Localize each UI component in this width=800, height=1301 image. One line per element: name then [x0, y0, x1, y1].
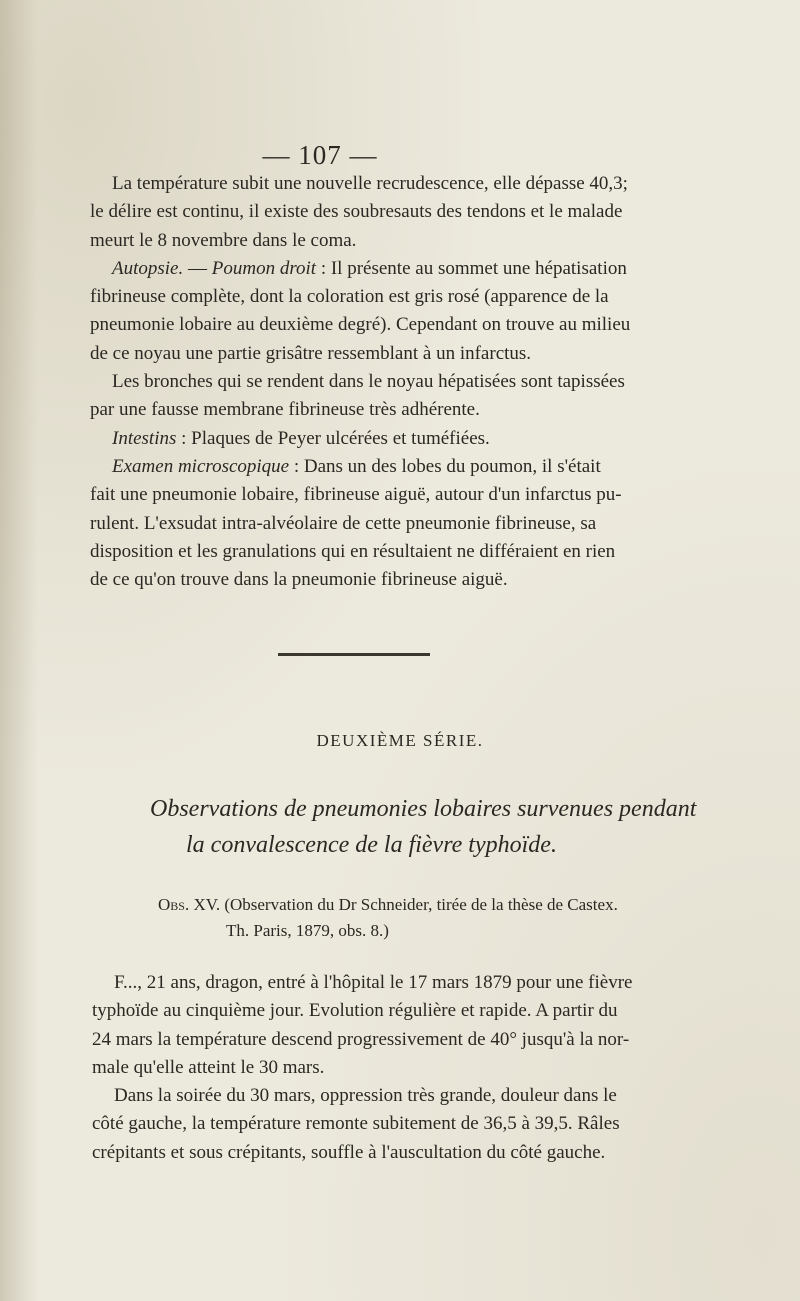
label-intestins: Intestins	[112, 427, 177, 449]
label-poumon-droit: Poumon droit	[211, 257, 317, 279]
text-line: pneumonie lobaire au deuxième degré). Cependant on trouve au milieu	[90, 314, 631, 336]
label-examen-microscopique: Examen microscopique	[112, 455, 290, 477]
text-line: 24 mars la température descend progressivement de 40° jusqu'à la nor-	[92, 1028, 630, 1050]
observation-source: Th. Paris, 1879, obs. 8.)	[226, 921, 389, 940]
page-number: — 107 —	[262, 140, 378, 170]
text-line: meurt le 8 novembre dans le coma.	[90, 229, 357, 251]
section-divider	[278, 653, 430, 656]
text-line: male qu'elle atteint le 30 mars.	[92, 1056, 325, 1078]
text-line: de ce qu'on trouve dans la pneumonie fibrineuse aiguë.	[90, 569, 508, 591]
paragraph	[90, 255, 718, 368]
paragraph	[90, 453, 718, 594]
text-line: crépitants et sous crépitants, souffle à l'auscultation du côté gauche.	[92, 1141, 606, 1163]
text-line: : Il présente au sommet une hépatisation	[316, 257, 627, 279]
observation-reference	[158, 892, 718, 944]
text-line: typhoïde au cinquième jour. Evolution régulière et rapide. A partir du	[92, 1000, 618, 1022]
page-edge-shadow	[0, 0, 38, 1301]
observation-source: (Observation du Dr Schneider, tirée de la thèse de Castex.	[220, 895, 618, 914]
label-autopsie: Autopsie.	[112, 257, 184, 279]
text-line: La température subit une nouvelle recrudescence, elle dépasse 40,3;	[112, 173, 628, 194]
paragraph	[90, 170, 718, 255]
section-title-line: Observations de pneumonies lobaires survenues pendant	[150, 796, 697, 822]
text-line: côté gauche, la température remonte subitement de 36,5 à 39,5. Râles	[92, 1113, 620, 1135]
observation-label: Obs. XV.	[158, 895, 221, 914]
paragraph	[90, 368, 718, 425]
series-heading: DEUXIÈME SÉRIE.	[316, 731, 484, 750]
text-line: fibrineuse complète, dont la coloration est gris rosé (apparence de la	[90, 286, 609, 308]
text-line: F..., 21 ans, dragon, entré à l'hôpital le 17 mars 1879 pour une fièvre	[114, 972, 633, 993]
text-line: Dans la soirée du 30 mars, oppression très grande, douleur dans le	[114, 1085, 617, 1107]
text-line: : Dans un des lobes du poumon, il s'était	[289, 455, 601, 477]
text-line: : Plaques de Peyer ulcérées et tuméfiées.	[176, 427, 490, 449]
text-block-autopsy	[90, 170, 718, 594]
paragraph	[90, 425, 718, 453]
dash: —	[183, 257, 212, 279]
section-title-line: la convalescence de la fièvre typhoïde.	[186, 832, 557, 858]
text-line: fait une pneumonie lobaire, fibrineuse aiguë, autour d'un infarctus pu-	[90, 484, 622, 506]
text-line: par une fausse membrane fibrineuse très adhérente.	[90, 399, 480, 421]
section-title	[150, 791, 710, 863]
text-line: le délire est continu, il existe des soubresauts des tendons et le malade	[90, 201, 623, 223]
text-line: de ce noyau une partie grisâtre ressemblant à un infarctus.	[90, 342, 532, 364]
paragraph	[92, 969, 718, 1082]
text-block-case	[92, 969, 718, 1167]
text-line: disposition et les granulations qui en résultaient ne différaient en rien	[90, 540, 616, 562]
paragraph	[92, 1082, 718, 1167]
text-line: Les bronches qui se rendent dans le noyau hépatisées sont tapissées	[112, 371, 625, 393]
text-line: rulent. L'exsudat intra-alvéolaire de cette pneumonie fibrineuse, sa	[90, 512, 597, 534]
